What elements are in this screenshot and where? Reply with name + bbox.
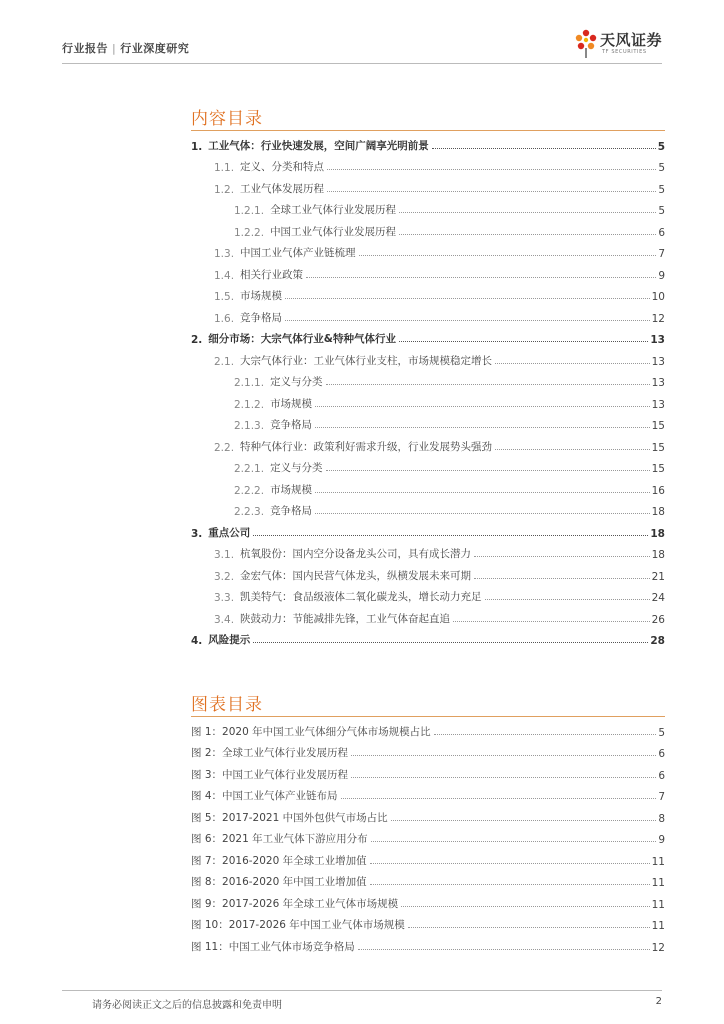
dot-leader [453,621,650,622]
dot-leader [358,949,650,950]
toc-entry[interactable] [191,389,665,411]
entry-number: 图 10： [191,919,229,931]
logo-text: 天风证券 [600,31,663,49]
dot-leader [495,449,650,450]
toc-entry[interactable] [191,540,665,562]
dot-leader [341,798,657,799]
entry-page: 11 [651,898,665,911]
entry-number: 1.1. [214,162,235,174]
entry-number: 2.1.1. [234,377,265,389]
entry-number: 1.2.1. [234,205,265,217]
entry-number: 1. [191,140,203,153]
entry-title: 竞争格局 [240,311,283,324]
dot-leader [351,755,656,756]
entry-page: 7 [658,791,665,803]
entry-number: 1.2.2. [234,226,265,239]
entry-number: 2.2. [214,441,235,454]
entry-page: 5 [658,162,665,174]
entry-title: 市场规模 [270,397,313,410]
entry-title: 定义与分类 [270,376,323,388]
entry-page: 13 [651,398,665,411]
entry-page: 6 [658,748,665,760]
entry-number: 图 3： [191,768,223,781]
entry-page: 5 [658,183,665,196]
dot-leader [326,384,650,385]
header-separator: | [112,42,117,55]
entry-number: 3.3. [214,592,235,604]
entry-title: 杭氧股份：国内空分设备龙头公司，具有成长潜力 [240,548,472,560]
dot-leader [399,234,656,235]
dot-leader [253,642,648,643]
dot-leader [401,906,650,907]
entry-title: 2017-2026 年中国工业气体市场规模 [228,919,405,931]
entry-title: 特种气体行业：政策利好需求升级，行业发展势头强劲 [240,440,493,453]
entry-number: 3.4. [214,613,235,626]
dot-leader [315,427,650,428]
entry-title: 定义、分类和特点 [240,161,325,173]
entry-number: 2. [191,334,203,346]
dot-leader [315,513,650,514]
toc-entry[interactable] [191,368,665,390]
dot-leader [315,492,650,493]
dot-leader [391,820,657,821]
entry-page: 9 [658,834,665,846]
toc-entry[interactable] [191,497,665,519]
entry-number: 图 11： [191,940,229,953]
entry-page: 13 [651,377,665,389]
entry-title: 市场规模 [270,483,313,496]
toc-entry[interactable] [191,260,665,282]
entry-title: 全球工业气体行业发展历程 [222,747,349,759]
dot-leader [253,535,648,536]
entry-number: 2.2.2. [234,484,265,497]
entry-page: 13 [651,355,665,368]
entry-number: 图 5： [191,811,223,824]
dot-leader [474,578,650,579]
entry-title: 陕鼓动力：节能减排先锋，工业气体奋起直追 [240,612,451,625]
entry-title: 2021 年工业气体下游应用分布 [222,833,368,845]
entry-title: 2017-2026 年全球工业气体市场规模 [222,897,399,910]
entry-page: 11 [651,920,665,932]
dot-leader [326,470,650,471]
entry-page: 12 [651,312,665,325]
entry-page: 18 [651,506,665,518]
entry-number: 2.2.3. [234,506,265,518]
entry-title: 中国工业气体行业发展历程 [222,768,349,781]
entry-page: 21 [651,570,665,583]
company-logo [572,25,672,65]
entry-number: 图 1： [191,725,223,738]
entry-page: 28 [650,635,665,647]
entry-page: 15 [651,420,665,432]
entry-title: 大宗气体行业：工业气体行业支柱，市场规模稳定增长 [240,354,493,367]
toc-entry[interactable] [191,282,665,304]
toc-entry[interactable] [191,411,665,433]
entry-page: 11 [651,855,665,868]
dot-leader [370,884,650,885]
toc-list [191,131,665,647]
entry-number: 4. [191,635,203,647]
dot-leader [432,148,656,149]
figures-title: 图表目录 [191,695,263,715]
toc-entry[interactable] [191,217,665,239]
toc-entry[interactable] [191,604,665,626]
entry-title: 金宏气体：国内民营气体龙头，纵横发展未来可期 [240,569,472,582]
entry-number: 2.1.2. [234,398,265,411]
figure-entry[interactable] [191,846,665,868]
entry-title: 中国工业气体产业链布局 [222,790,338,802]
entry-title: 工业气体：行业快速发展，空间广阔享光明前景 [208,139,429,152]
figure-entry[interactable] [191,717,665,739]
entry-page: 6 [658,226,665,239]
figure-entry[interactable] [191,803,665,825]
entry-number: 图 9： [191,897,223,910]
footer-divider [62,990,662,991]
entry-title: 全球工业气体行业发展历程 [270,204,397,216]
toc-entry[interactable] [191,153,665,175]
entry-number: 3.1. [214,549,235,561]
entry-page: 5 [658,205,665,217]
figures-list [191,717,665,954]
entry-title: 细分市场：大宗气体行业&特种气体行业 [208,333,396,345]
dot-leader [495,363,650,364]
entry-number: 3.2. [214,570,235,583]
entry-number: 图 6： [191,833,223,845]
toc-entry[interactable] [191,583,665,605]
toc-entry[interactable] [191,518,665,540]
dot-leader [327,191,656,192]
entry-page: 8 [658,812,665,825]
entry-number: 2.2.1. [234,463,265,475]
entry-number: 1.5. [214,291,235,303]
toc-entry[interactable] [191,174,665,196]
figure-entry[interactable] [191,911,665,933]
dot-leader [351,777,656,778]
figure-entry[interactable] [191,760,665,782]
entry-page: 15 [651,463,665,475]
toc-entry[interactable] [191,475,665,497]
dot-leader [371,841,657,842]
header-subcategory: 行业深度研究 [120,42,190,55]
figure-entry[interactable] [191,932,665,954]
toc-entry[interactable] [191,239,665,261]
footer-disclaimer: 请务必阅读正文之后的信息披露和免责申明 [92,1000,282,1011]
toc-entry[interactable] [191,303,665,325]
entry-page: 9 [658,269,665,282]
entry-number: 1.2. [214,183,235,196]
entry-number: 图 7： [191,854,223,867]
dot-leader [359,255,657,256]
figure-entry[interactable] [191,825,665,847]
entry-title: 中国工业气体市场竞争格局 [228,940,355,953]
report-category [62,40,189,56]
toc-entry[interactable] [191,432,665,454]
entry-title: 风险提示 [208,634,251,646]
figure-entry[interactable] [191,868,665,890]
dot-leader [285,320,650,321]
entry-title: 市场规模 [240,290,283,302]
toc-entry[interactable] [191,561,665,583]
entry-page: 5 [658,726,665,739]
toc-entry[interactable] [191,454,665,476]
entry-title: 工业气体发展历程 [240,182,325,195]
entry-page: 18 [650,527,665,540]
toc-title: 内容目录 [191,109,263,129]
entry-page: 5 [657,140,665,153]
entry-page: 24 [651,592,665,604]
entry-page: 13 [650,334,665,346]
entry-page: 15 [651,441,665,454]
figure-entry[interactable] [191,889,665,911]
entry-number: 图 2： [191,747,223,759]
entry-title: 2020 年中国工业气体细分气体市场规模占比 [222,725,431,738]
footer-page-number: 2 [655,996,662,1007]
dot-leader [370,863,650,864]
entry-page: 18 [651,549,665,561]
dot-leader [399,212,656,213]
entry-number: 3. [191,527,203,540]
toc-entry[interactable] [191,626,665,648]
entry-page: 26 [651,613,665,626]
dot-leader [285,298,650,299]
entry-title: 竞争格局 [270,505,313,517]
dot-leader [474,556,650,557]
entry-page: 11 [651,877,665,889]
entry-title: 相关行业政策 [240,268,304,281]
dot-leader [327,169,656,170]
logo-flower-icon [572,25,600,65]
toc-entry[interactable] [191,196,665,218]
logo-subtitle: TF SECURITIES [602,49,647,55]
entry-page: 10 [651,291,665,303]
toc-entry[interactable] [191,346,665,368]
entry-number: 2.1.3. [234,420,265,432]
entry-title: 竞争格局 [270,419,313,431]
toc-entry[interactable] [191,131,665,153]
entry-title: 中国工业气体行业发展历程 [270,225,397,238]
entry-page: 12 [651,941,665,954]
entry-title: 2016-2020 年中国工业增加值 [222,876,367,888]
entry-title: 重点公司 [208,526,251,539]
toc-entry[interactable] [191,325,665,347]
dot-leader [485,599,650,600]
entry-title: 2016-2020 年全球工业增加值 [222,854,367,867]
figure-entry[interactable] [191,782,665,804]
entry-number: 1.6. [214,312,235,325]
entry-number: 图 4： [191,790,223,802]
figure-entry[interactable] [191,739,665,761]
dot-leader [434,734,657,735]
entry-number: 1.3. [214,248,235,260]
entry-number: 2.1. [214,355,235,368]
header-category: 行业报告 [62,42,108,55]
dot-leader [408,927,650,928]
entry-page: 6 [658,769,665,782]
entry-title: 2017-2021 中国外包供气市场占比 [222,811,388,824]
entry-title: 凯美特气：食品级液体二氧化碳龙头，增长动力充足 [240,591,482,603]
dot-leader [306,277,656,278]
dot-leader [399,341,648,342]
entry-page: 7 [658,248,665,260]
dot-leader [315,406,650,407]
entry-number: 图 8： [191,876,223,888]
entry-title: 中国工业气体产业链梳理 [240,247,356,259]
entry-title: 定义与分类 [270,462,323,474]
entry-page: 16 [651,484,665,497]
entry-number: 1.4. [214,269,235,282]
header-divider [62,63,662,64]
